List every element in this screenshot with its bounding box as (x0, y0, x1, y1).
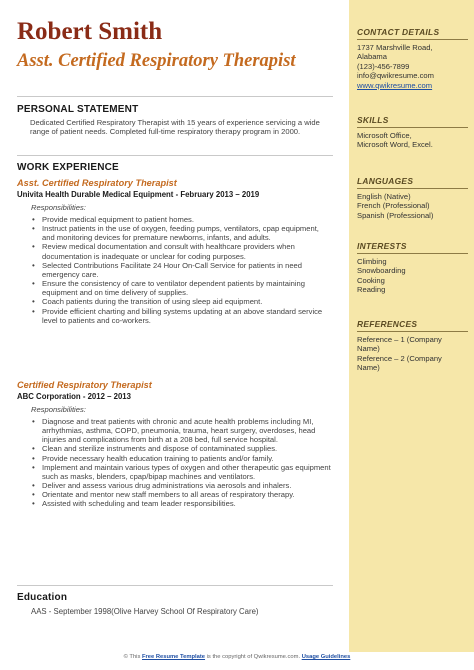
candidate-name: Robert Smith (17, 18, 163, 45)
website-link[interactable]: www.qwikresume.com (357, 80, 433, 90)
skills-list (357, 131, 471, 150)
reference-item: Reference – 1 (Company (357, 335, 442, 344)
address-state: Alabama (357, 52, 387, 62)
job-employer-dates: Univita Health Durable Medical Equipment - February 2013 – 2019 (17, 190, 260, 199)
section-divider (17, 96, 333, 97)
responsibilities-label: Responsibilities: (31, 203, 86, 212)
languages-heading: LANGUAGES (357, 176, 468, 189)
reference-item: Reference – 2 (Company (357, 353, 442, 363)
list-item: • Deliver and assess various drug administrations via aerosols and inhalers. (31, 481, 331, 490)
list-item: • Provide efficient charting and billing systems updating at an above standard service level to patients and co-workers. (31, 307, 331, 325)
responsibilities-label: Responsibilities: (31, 405, 86, 414)
copyright-footer (0, 654, 474, 660)
section-divider (17, 155, 333, 156)
education-entry: AAS - September 1998(Olive Harvey School Of Respiratory Care) (31, 607, 259, 616)
list-item: • Coach patients during the transition of using sleep aid equipment. (31, 297, 331, 306)
list-item: • Clean and sterilize instruments and dispose of contaminated supplies. (31, 444, 331, 453)
interest-item: Climbing (357, 257, 387, 266)
sidebar (349, 0, 474, 652)
skill-item: Microsoft Word, Excel. (357, 140, 433, 150)
job-bullets (31, 417, 331, 509)
interests-heading: INTERESTS (357, 241, 468, 254)
languages-list (357, 192, 471, 220)
list-item: • Review medical documentation and consult with healthcare providers when documentation is inadequate or unclear for coding purposes. (31, 242, 331, 260)
reference-item: Name) (357, 363, 380, 373)
list-item: • Ensure the consistency of care to ventilator dependent patients by maintaining equipment and on time delivery of supplies. (31, 279, 331, 297)
contact-heading: CONTACT DETAILS (357, 27, 468, 40)
list-item: • Orientate and mentor new staff members to all areas of respiratory therapy. (31, 490, 331, 499)
section-divider (17, 585, 333, 586)
personal-statement-heading: PERSONAL STATEMENT (17, 104, 139, 115)
email-address: info@qwikresume.com (357, 71, 434, 81)
list-item: • Instruct patients in the use of oxygen, feeding pumps, ventilators, cpap equipment, and monitoring devices for premature newborns, infants, and adults. (31, 224, 331, 242)
job-title: Asst. Certified Respiratory Therapist (17, 178, 177, 188)
job-bullets (31, 215, 331, 325)
skills-heading: SKILLS (357, 115, 468, 128)
job-employer-dates: ABC Corporation - 2012 – 2013 (17, 392, 131, 401)
interest-item: Cooking (357, 275, 385, 285)
personal-statement-text: Dedicated Certified Respiratory Therapist with 15 years of experience servicing a wide range of patient needs. Completed full-time respiratory therapy program in 2000. (30, 118, 320, 137)
skill-item: Microsoft Office, (357, 131, 412, 140)
contact-details (357, 43, 471, 90)
usage-guidelines-link[interactable]: Usage Guidelines (301, 654, 351, 660)
language-item: English (Native) (357, 192, 411, 201)
language-item: Spanish (Professional) (357, 210, 434, 220)
list-item: • Provide necessary health education training to patients and/or family. (31, 454, 331, 463)
interests-list (357, 257, 471, 295)
list-item: • Diagnose and treat patients with chronic and acute health problems including MI, arrhythmias, asthma, COPD, pneumonia, trauma, heart surgery, overdoses, head injuries and complications from birth at a 208 bed, full service hospital. (31, 417, 331, 444)
references-list (357, 335, 471, 373)
list-item: • Provide medical equipment to patient homes. (31, 215, 331, 224)
language-item: French (Professional) (357, 201, 430, 211)
references-heading: REFERENCES (357, 319, 468, 332)
list-item: • Implement and maintain various types of oxygen and other therapeutic gas equipment such as masks, blenders, cpap/bipap machines and ventilators. (31, 463, 331, 481)
free-resume-template-link[interactable]: Free Resume Template (141, 654, 206, 660)
phone-number: (123)-456-7899 (357, 61, 410, 71)
reference-item: Name) (357, 344, 380, 354)
footer-middle: is the copyright of Qwikresume.com. (205, 654, 302, 660)
address-line: 1737 Marshville Road, (357, 43, 433, 52)
education-heading: Education (17, 592, 68, 603)
footer-prefix: © This (123, 654, 142, 660)
work-experience-heading: WORK EXPERIENCE (17, 162, 119, 173)
list-item: • Assisted with scheduling and team leader responsibilities. (31, 499, 331, 508)
interest-item: Reading (357, 285, 386, 295)
list-item: • Selected Contributions Facilitate 24 Hour On-Call Service for patients in need emergency care. (31, 261, 331, 279)
interest-item: Snowboarding (357, 266, 406, 276)
job-title: Certified Respiratory Therapist (17, 380, 152, 390)
candidate-title: Asst. Certified Respiratory Therapist (17, 51, 296, 71)
